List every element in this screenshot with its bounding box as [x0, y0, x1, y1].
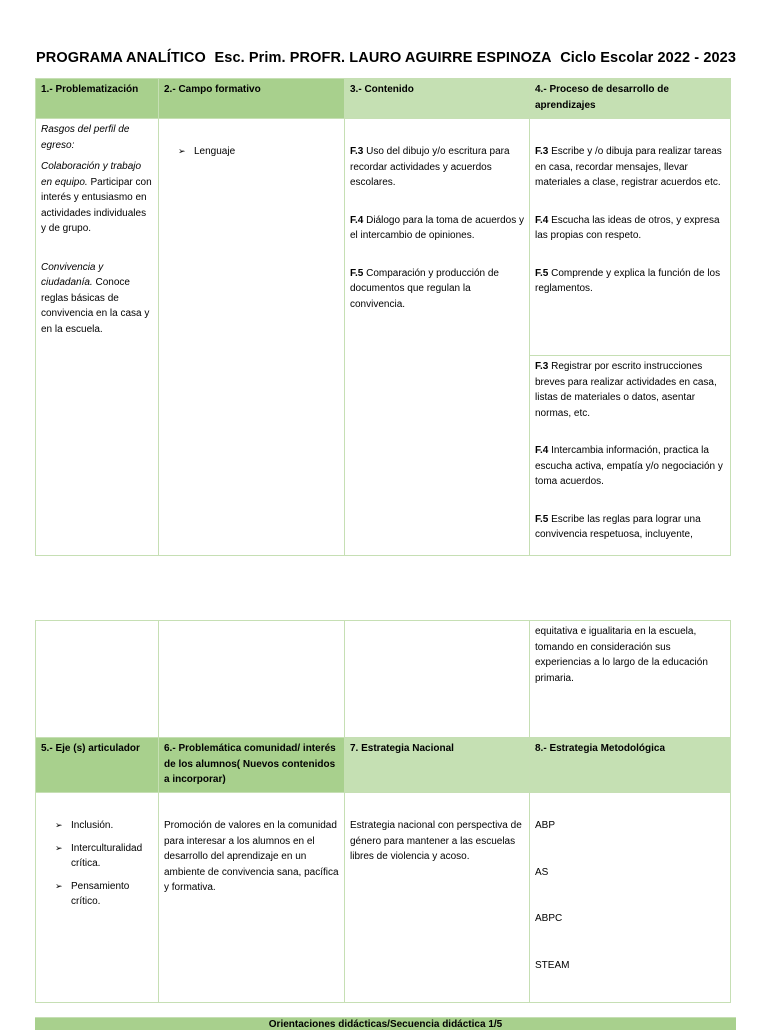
header-problematica: 6.- Problemática comunidad/ interés de los alumnos( Nuevos contenidos a incorporar) [159, 738, 345, 793]
page-title [36, 50, 736, 66]
list-item: ➢ Pensamiento crítico. [55, 879, 153, 910]
proceso-b-f5: F.5 Escribe las reglas para lograr una convivencia respetuosa, incluyente, [535, 513, 701, 540]
cell-problematizacion [36, 119, 159, 556]
rasgo-colaboracion: Colaboración y trabajo en equipo. Participar con interés y entusiasmo en actividades individuales y de grupo. [41, 161, 152, 234]
proceso-a-f5: F.5 Comprende y explica la función de los reglamentos. [535, 267, 721, 294]
school-name: Esc. Prim. PROFR. LAURO AGUIRRE ESPINOZA [214, 50, 552, 66]
cell-proceso-continuation: equitativa e igualitaria en la escuela, tomando en consideración sus experiencias a lo largo de la educación primaria. [530, 621, 731, 738]
header-estrategia-nacional: 7. Estrategia Nacional [345, 738, 530, 793]
cell-campo-formativo [159, 119, 345, 556]
analytic-program-table [35, 78, 731, 556]
cell-empty [159, 621, 345, 738]
articulation-table [35, 620, 731, 1003]
proceso-b-f4: F.4 Intercambia información, practica la escucha activa, empatía y/o negociación y toma acuerdos. [535, 445, 723, 487]
cell-proceso-a [530, 119, 731, 356]
problematica-text: Promoción de valores en la comunidad para interesar a los alumnos en el desarrollo del aprendizaje en un ambiente de convivencia sana, pacífica y formativa. [164, 820, 339, 893]
list-item: ➢ Interculturalidad crítica. [55, 841, 153, 872]
header-estrategia-metodologica: 8.- Estrategia Metodológica [530, 738, 731, 793]
cell-empty [36, 621, 159, 738]
metodologia-abpc: ABPC [535, 913, 563, 924]
header-campo-formativo: 2.- Campo formativo [159, 79, 345, 119]
contenido-f5: F.5 Comparación y producción de documentos que regulan la convivencia. [350, 267, 499, 310]
cell-estrategia-nacional [345, 793, 530, 1003]
contenido-f4: F.4 Diálogo para la toma de acuerdos y el intercambio de opiniones. [350, 214, 524, 241]
program-title: PROGRAMA ANALÍTICO [36, 50, 206, 66]
list-item: ➢ Inclusión. [55, 818, 153, 834]
ejes-list [55, 818, 153, 910]
header-proceso: 4.- Proceso de desarrollo de aprendizajes [530, 79, 731, 119]
cell-contenido [345, 119, 530, 556]
cell-metodologia [530, 793, 731, 1003]
cell-problematica [159, 793, 345, 1003]
proceso-b-f3: F.3 Registrar por escrito instrucciones breves para realizar actividades en casa, listas de materiales o datos, asentar normas, etc. [535, 361, 717, 419]
proceso-a-f4: F.4 Escucha las ideas de otros, y expresa las propias con respeto. [535, 214, 720, 241]
next-section-header: Orientaciones didácticas/Secuencia didáctica 1/5 [35, 1017, 736, 1030]
metodologia-steam: STEAM [535, 959, 570, 971]
metodologia-abp: ABP [535, 820, 556, 831]
header-problematizacion: 1.- Problematización [36, 79, 159, 119]
campo-list [178, 144, 339, 160]
header-contenido: 3.- Contenido [345, 79, 530, 119]
school-cycle: Ciclo Escolar 2022 - 2023 [560, 50, 736, 66]
metodologia-as: AS [535, 866, 549, 878]
cell-empty [345, 621, 530, 738]
perfil-title: Rasgos del perfil de egreso: [41, 124, 130, 151]
proceso-a-f3: F.3 Escribe y /o dibuja para realizar tareas en casa, recordar mensajes, llevar materiales a clase, registrar acuerdos etc. [535, 146, 722, 188]
list-item: ➢ Lenguaje [178, 144, 339, 160]
cell-ejes [36, 793, 159, 1003]
estrategia-nacional-text: Estrategia nacional con perspectiva de género para mantener a las escuelas libres de violencia y acoso. [350, 820, 522, 862]
rasgo-convivencia: Convivencia y ciudadanía. Conoce reglas básicas de convivencia en la casa y en la escuela. [41, 261, 150, 335]
header-eje-articulador: 5.- Eje (s) articulador [36, 738, 159, 793]
cell-proceso-b [530, 356, 731, 556]
contenido-f3: F.3 Uso del dibujo y/o escritura para recordar actividades y acuerdos escolares. [350, 146, 510, 188]
